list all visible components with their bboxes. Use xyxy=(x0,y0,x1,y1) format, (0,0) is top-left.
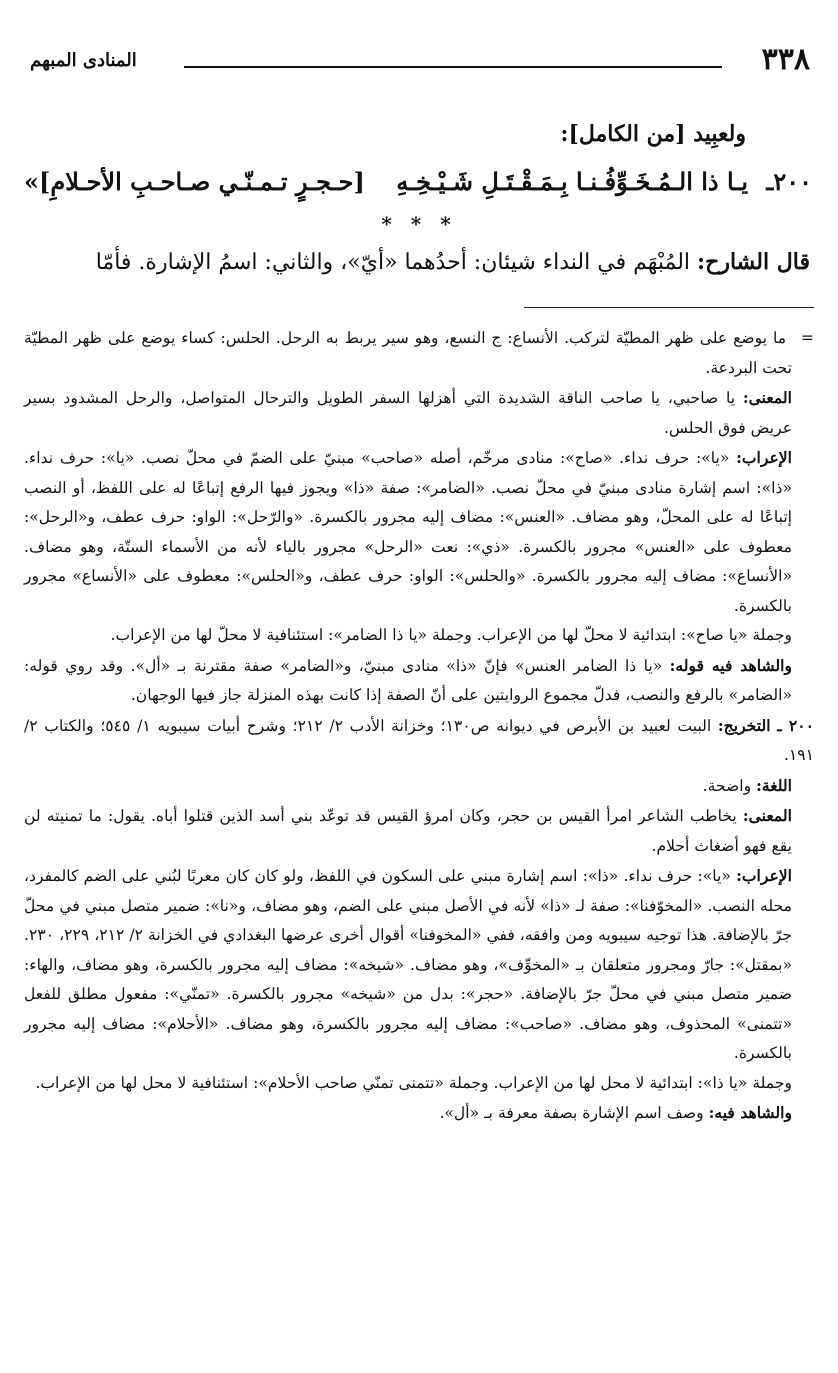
footnote-text: يخاطب الشاعر امرأ القيس بن حجر، وكان امرؤ القيس قد توعّد بني أسد الذين قتلوا أباه. يقول: ما تمنيته لن يقع فهو أضغاث أحلام. xyxy=(24,807,792,855)
verse-intro: ولعبِيد [من الكامل]: xyxy=(560,121,746,147)
footnote-paragraph xyxy=(24,621,814,651)
footnote-text: البيت لعبيد بن الأبرص في ديوانه ص١٣٠؛ وخزانة الأدب ٢/ ٢١٢؛ وشرح أبيات سيبويه ١/ ٥٤٥؛ والكتاب ٢/ ١٩١. xyxy=(24,716,814,764)
footnote-label: الإعراب: xyxy=(736,448,792,467)
section-separator: * * * xyxy=(381,212,457,236)
footnote-text: «يا ذا الضامر العنس» فإنّ «ذا» منادى مبنيّ، و«الضامر» صفة مقترنة بـ «أل». وقد روي قوله: «الضامر» بالرفع والنصب، فدلّ مجموع الروايتين على أنّ الصفة إذا كانت بهذه المنزلة جاز فيها الوجهان. xyxy=(24,656,792,704)
footnote-text: يا صاحبي، يا صاحب الناقة الشديدة التي أهزلها السفر الطويل والترحال المتواصل، والرحل المشدود بسير عريض فوق الحلس. xyxy=(24,389,792,437)
book-page xyxy=(24,40,814,1129)
footnote-label: والشاهد فيه: xyxy=(708,1103,792,1122)
footnote-paragraph xyxy=(24,801,814,861)
footnote-reference-number: ٢٠٠ ـ xyxy=(777,715,815,735)
footnote-paragraph xyxy=(24,443,814,621)
page-header xyxy=(24,40,814,82)
footnote-paragraph xyxy=(24,1069,814,1099)
commentary-label: قال الشارح: xyxy=(697,249,810,275)
footnote-label: والشاهد فيه قوله: xyxy=(669,655,792,675)
footnote-label: اللغة: xyxy=(756,775,792,795)
page-number: ٣٣٨ xyxy=(761,42,810,77)
footnote-paragraph xyxy=(24,324,814,383)
header-rule xyxy=(184,66,722,68)
commentary-text: المُبْهَم في النداء شيئان: أحدُهما «أيّ»، والثاني: اسمُ الإشارة. فأمّا xyxy=(95,250,691,275)
continuation-mark: = xyxy=(800,329,814,347)
verse-first-hemistich: يـا ذا الـمُـخَـوِّفُـنـا بِـمَـقْـتَـلِ شَـيْـخِـهِ xyxy=(396,167,748,196)
footnote-paragraph xyxy=(24,861,814,1069)
footnote-text: «يا»: حرف نداء. «ذا»: اسم إشارة مبني على السكون في اللفظ، ولو كان كان معربًا لبُني على الضم كالمفرد، محله النصب. «المخوّفنا»: صفة لـ «ذا» لأنه في الأصل مبني على الضم، وهو مضاف، و«نا»: ضمير متصل مبني في محلّ جرّ بالإضافة. هذا توجيه سيبويه ومن وافقه، ففي «المخوفنا» أقوال أخرى عرضها البغدادي في الخزانة ٢/ ٢١٢، ٢٢٩، ٢٣٠. «بمقتل»: جارّ ومجرور متعلقان بـ «المخوِّف»، وهو مضاف. «شيخه»: مضاف إليه مجرور بالكسرة، وهو مضاف، والهاء: ضمير متصل مبني في محلّ جرّ بالإضافة. «حجر»: بدل من «شيخه» مجرور بالكسرة. «تمنّي»: مفعول مطلق للفعل «تتمنى» المحذوف، وهو مضاف. «صاحب»: مضاف إليه مجرور بالكسرة، وهو مضاف. «الأحلام»: مضاف إليه مجرور بالكسرة. xyxy=(24,867,792,1062)
footnote-separator xyxy=(524,307,814,308)
footnotes xyxy=(24,324,814,1129)
footnote-text: «يا»: حرف نداء. «صاح»: منادى مرخّم، أصله «صاحب» مبنيّ على الضمّ في محلّ نصب. «يا»: حرف نداء. «ذا»: اسم إشارة منادى مبنيّ في محلّ نصب. «الضامر»: صفة «ذا» ويجوز فيها الرفع إتباعًا له على اللفظ، أو النصب إتباعًا له على المحلّ، وهو مضاف. «العنس»: مضاف إليه مجرور بالكسرة. «والرّحل»: الواو: حرف عطف، و«الرحل»: معطوف على «العنس» مجرور بالكسرة. «ذي»: نعت «الرحل» مجرور بالياء لأنه من الأسماء الستّة، وهو مضاف. «الأنساع»: مضاف إليه مجرور بالكسرة. «والحلس»: الواو: حرف عطف، و«الحلس»: معطوف على «الأنساع» مجرور بالكسرة. xyxy=(24,449,792,615)
verse-line xyxy=(24,160,814,208)
verse-second-hemistich: [حـجـرٍ تـمـنّـي صـاحـبِ الأحـلامِ]» xyxy=(24,167,365,196)
footnote-text: وصف اسم الإشارة بصفة معرفة بـ «أل». xyxy=(439,1104,704,1122)
footnote-text: واضحة. xyxy=(702,776,752,795)
running-title: المنادى المبهم xyxy=(30,50,137,71)
commentary-paragraph xyxy=(24,242,814,283)
footnote-text: ما يوضع على ظهر المطيّة لتركب. الأنساع: ج النسع، وهو سير يربط به الرحل. الحلس: كساء يوضع على ظهر المطيّة تحت البردعة. xyxy=(24,329,792,377)
footnote-text: وجملة «يا ذا»: ابتدائية لا محل لها من الإعراب. وجملة «تتمنى تمنّي صاحب الأحلام»: استئنافية لا محل لها من الإعراب. xyxy=(35,1073,792,1092)
verse-number: ٢٠٠ـ xyxy=(766,167,812,196)
footnote-text: وجملة «يا صاح»: ابتدائية لا محلّ لها من الإعراب. وجملة «يا ذا الضامر»: استئنافية لا محلّ لها من الإعراب. xyxy=(110,626,792,644)
footnote-label: التخريج: xyxy=(717,715,771,735)
footnote-paragraph xyxy=(24,383,814,443)
footnote-paragraph xyxy=(24,711,814,771)
footnote-label: المعنى: xyxy=(742,388,792,407)
footnote-paragraph xyxy=(24,771,814,802)
footnote-label: المعنى: xyxy=(742,806,792,825)
footnote-paragraph xyxy=(24,1098,814,1129)
footnote-paragraph xyxy=(24,651,814,711)
footnote-label: الإعراب: xyxy=(736,866,792,885)
